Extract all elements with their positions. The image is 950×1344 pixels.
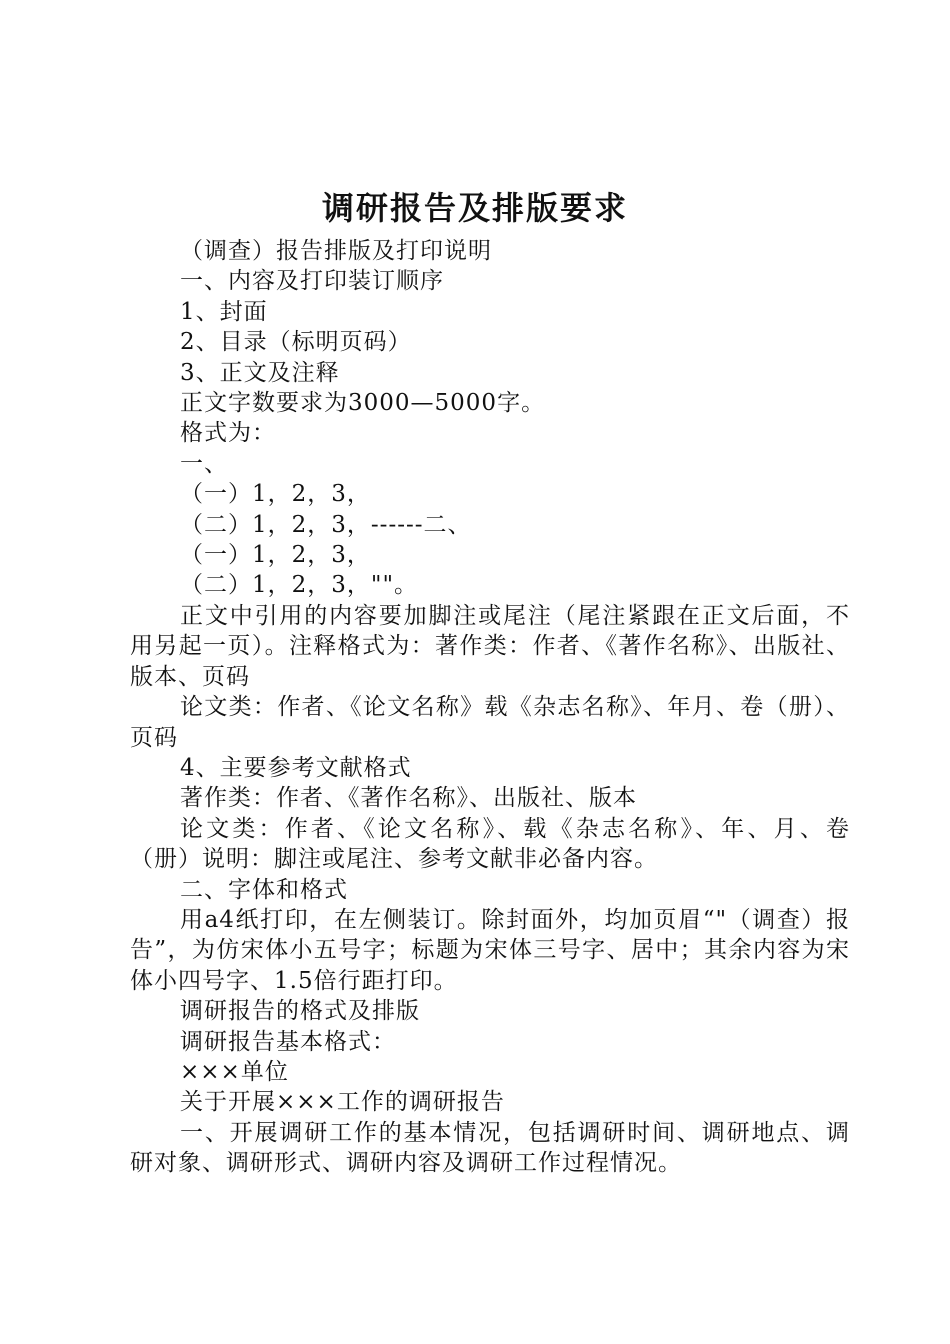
paragraph: 调研报告基本格式： (180, 1028, 396, 1055)
paragraph: 一、 (180, 450, 228, 477)
paragraph: （调查）报告排版及打印说明 (180, 238, 492, 264)
paragraph: 论文类：作者、《论文名称》、载《杂志名称》、年、月、卷（册）说明：脚注或尾注、参考文献非必备内容。 (130, 815, 850, 873)
paragraph: 3、正文及注释 (180, 359, 340, 386)
paragraph: 格式为： (180, 420, 276, 447)
document-body (130, 236, 850, 1179)
paragraph: 正文字数要求为3000—5000字。 (180, 390, 546, 417)
paragraph: 著作类：作者、《著作名称》、出版社、版本 (180, 785, 637, 812)
paragraph: 调研报告的格式及排版 (180, 998, 420, 1025)
paragraph: ×××单位 (180, 1058, 289, 1085)
paragraph: （一）1，2，3， (180, 542, 371, 569)
document-title: 调研报告及排版要求 (321, 189, 628, 227)
paragraph: （一）1，2，3， (180, 481, 371, 508)
paragraph: 2、目录（标明页码） (180, 329, 412, 356)
paragraph: 一、内容及打印装订顺序 (180, 268, 444, 295)
paragraph: 关于开展×××工作的调研报告 (180, 1089, 505, 1116)
paragraph: 4、主要参考文献格式 (180, 754, 412, 781)
paragraph: 用a4纸打印，在左侧装订。除封面外，均加页眉“"（调查）报告”，为仿宋体小五号字；标题为宋体三号字、居中；其余内容为宋体小四号字、1.5倍行距打印。 (130, 906, 850, 994)
paragraph: （二）1，2，3，""。 (180, 572, 419, 599)
paragraph: 论文类：作者、《论文名称》载《杂志名称》、年月、卷（册）、页码 (130, 694, 850, 751)
paragraph: （二）1，2，3，------二、 (180, 511, 472, 538)
paragraph: 正文中引用的内容要加脚注或尾注（尾注紧跟在正文后面，不用另起一页）。注释格式为：著作类：作者、《著作名称》、出版社、版本、页码 (130, 602, 850, 690)
paragraph: 二、字体和格式 (180, 876, 348, 903)
paragraph: 1、封面 (180, 298, 268, 325)
paragraph: 一、开展调研工作的基本情况，包括调研时间、调研地点、调研对象、调研形式、调研内容及调研工作过程情况。 (130, 1119, 850, 1177)
